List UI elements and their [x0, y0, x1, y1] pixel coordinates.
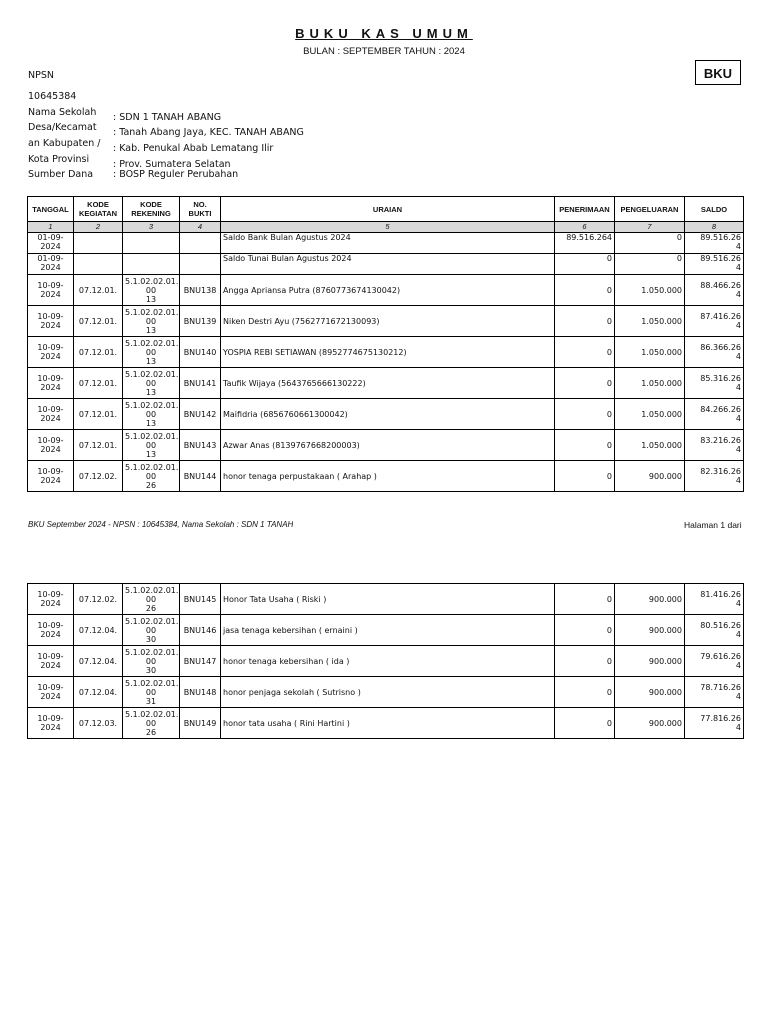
col-number: 3 — [123, 222, 180, 233]
col-number: 8 — [685, 222, 744, 233]
document-subtitle: BULAN : SEPTEMBER TAHUN : 2024 — [303, 46, 465, 57]
cell-kode-rekening: 5.1.02.02.01. 00 13 — [123, 430, 180, 461]
cell-uraian: honor penjaga sekolah ( Sutrisno ) — [221, 677, 555, 708]
cell-no-bukti: BNU138 — [180, 275, 221, 306]
col-number: 7 — [615, 222, 685, 233]
table-row — [28, 430, 744, 461]
cell-kode-kegiatan: 07.12.01. — [74, 430, 123, 461]
cell-tanggal: 10-09-2024 — [28, 275, 74, 306]
cell-uraian: Saldo Bank Bulan Agustus 2024 — [221, 233, 555, 254]
cell-pengeluaran: 1.050.000 — [615, 368, 685, 399]
cell-kode-rekening: 5.1.02.02.01. 00 13 — [123, 368, 180, 399]
cell-saldo: 84.266.26 4 — [685, 399, 744, 430]
cell-no-bukti: BNU148 — [180, 677, 221, 708]
col-number: 6 — [555, 222, 615, 233]
table-row — [28, 306, 744, 337]
cell-saldo: 85.316.26 4 — [685, 368, 744, 399]
sumber-dana-value: : BOSP Reguler Perubahan — [113, 169, 239, 180]
cell-no-bukti: BNU144 — [180, 461, 221, 492]
table-row — [28, 461, 744, 492]
cell-kode-kegiatan: 07.12.01. — [74, 275, 123, 306]
cell-kode-rekening: 5.1.02.02.01. 00 13 — [123, 275, 180, 306]
table-row — [28, 368, 744, 399]
cell-kode-rekening: 5.1.02.02.01. 00 30 — [123, 646, 180, 677]
cell-tanggal: 10-09-2024 — [28, 430, 74, 461]
kota-label: Kota Provinsi — [28, 154, 90, 165]
header-uraian: URAIAN — [221, 197, 555, 222]
column-number-row — [28, 222, 744, 233]
table-row — [28, 677, 744, 708]
cell-penerimaan: 89.516.264 — [555, 233, 615, 254]
cell-kode-rekening: 5.1.02.02.01. 00 13 — [123, 306, 180, 337]
cell-penerimaan: 0 — [555, 584, 615, 615]
cell-uraian: honor tenaga perpustakaan ( Arahap ) — [221, 461, 555, 492]
kabupaten-value: : Kab. Penukal Abab Lematang Ilir — [113, 143, 274, 154]
cell-saldo: 79.616.26 4 — [685, 646, 744, 677]
cell-penerimaan: 0 — [555, 615, 615, 646]
cell-penerimaan: 0 — [555, 430, 615, 461]
col-number: 2 — [74, 222, 123, 233]
cell-no-bukti: BNU141 — [180, 368, 221, 399]
table-row — [28, 254, 744, 275]
cell-pengeluaran: 900.000 — [615, 584, 685, 615]
npsn-value: 10645384 — [28, 91, 77, 102]
cell-penerimaan: 0 — [555, 399, 615, 430]
cell-kode-kegiatan: 07.12.01. — [74, 368, 123, 399]
cell-uraian: Angga Apriansa Putra (8760773674130042) — [221, 275, 555, 306]
bku-badge: BKU — [695, 60, 741, 85]
cell-saldo: 82.316.26 4 — [685, 461, 744, 492]
cell-tanggal: 10-09-2024 — [28, 584, 74, 615]
cell-kode-kegiatan: 07.12.03. — [74, 708, 123, 739]
cell-pengeluaran: 900.000 — [615, 461, 685, 492]
cell-kode-rekening: 5.1.02.02.01. 00 26 — [123, 708, 180, 739]
cell-kode-rekening: 5.1.02.02.01. 00 26 — [123, 584, 180, 615]
header-pengeluaran: PENGELUARAN — [615, 197, 685, 222]
cell-kode-kegiatan: 07.12.04. — [74, 646, 123, 677]
table-row — [28, 646, 744, 677]
bku-table-page1 — [27, 196, 744, 492]
table-row — [28, 275, 744, 306]
cell-pengeluaran: 1.050.000 — [615, 430, 685, 461]
kota-value: : Prov. Sumatera Selatan — [113, 159, 231, 170]
col-number: 5 — [221, 222, 555, 233]
cell-penerimaan: 0 — [555, 461, 615, 492]
cell-no-bukti: BNU140 — [180, 337, 221, 368]
cell-kode-kegiatan: 07.12.01. — [74, 399, 123, 430]
cell-pengeluaran: 1.050.000 — [615, 306, 685, 337]
table-row — [28, 399, 744, 430]
col-number: 1 — [28, 222, 74, 233]
table-row — [28, 708, 744, 739]
cell-pengeluaran: 0 — [615, 254, 685, 275]
bku-table-page2 — [27, 583, 744, 739]
table-row — [28, 584, 744, 615]
table-row — [28, 337, 744, 368]
cell-penerimaan: 0 — [555, 646, 615, 677]
cell-kode-rekening: 5.1.02.02.01. 00 26 — [123, 461, 180, 492]
cell-saldo: 78.716.26 4 — [685, 677, 744, 708]
sumber-dana-label: Sumber Dana — [28, 169, 94, 180]
cell-tanggal: 10-09-2024 — [28, 461, 74, 492]
kabupaten-label: an Kabupaten / — [28, 138, 101, 149]
col-number: 4 — [180, 222, 221, 233]
cell-saldo: 88.466.26 4 — [685, 275, 744, 306]
cell-penerimaan: 0 — [555, 708, 615, 739]
cell-pengeluaran: 900.000 — [615, 646, 685, 677]
cell-saldo: 80.516.26 4 — [685, 615, 744, 646]
cell-tanggal: 10-09-2024 — [28, 337, 74, 368]
cell-no-bukti — [180, 233, 221, 254]
cell-tanggal: 01-09-2024 — [28, 233, 74, 254]
cell-penerimaan: 0 — [555, 275, 615, 306]
header-no-bukti: NO. BUKTI — [180, 197, 221, 222]
document-title: BUKU KAS UMUM — [295, 26, 473, 41]
cell-kode-rekening: 5.1.02.02.01. 00 13 — [123, 399, 180, 430]
cell-kode-kegiatan — [74, 233, 123, 254]
header-kode-kegiatan: KODE KEGIATAN — [74, 197, 123, 222]
cell-saldo: 83.216.26 4 — [685, 430, 744, 461]
cell-pengeluaran: 1.050.000 — [615, 275, 685, 306]
cell-pengeluaran: 900.000 — [615, 708, 685, 739]
cell-tanggal: 10-09-2024 — [28, 399, 74, 430]
cell-penerimaan: 0 — [555, 368, 615, 399]
cell-penerimaan: 0 — [555, 254, 615, 275]
cell-kode-kegiatan: 07.12.02. — [74, 584, 123, 615]
cell-kode-kegiatan: 07.12.01. — [74, 306, 123, 337]
cell-penerimaan: 0 — [555, 306, 615, 337]
cell-saldo: 87.416.26 4 — [685, 306, 744, 337]
cell-saldo: 86.366.26 4 — [685, 337, 744, 368]
cell-saldo: 89.516.26 4 — [685, 233, 744, 254]
cell-kode-kegiatan: 07.12.01. — [74, 337, 123, 368]
cell-kode-rekening: 5.1.02.02.01. 00 13 — [123, 337, 180, 368]
nama-sekolah-label: Nama Sekolah — [28, 107, 97, 118]
cell-no-bukti — [180, 254, 221, 275]
cell-kode-rekening — [123, 233, 180, 254]
header-penerimaan: PENERIMAAN — [555, 197, 615, 222]
desa-value: : Tanah Abang Jaya, KEC. TANAH ABANG — [113, 127, 304, 138]
header-saldo: SALDO — [685, 197, 744, 222]
cell-uraian: Saldo Tunai Bulan Agustus 2024 — [221, 254, 555, 275]
cell-uraian: Taufik Wijaya (5643765666130222) — [221, 368, 555, 399]
cell-no-bukti: BNU143 — [180, 430, 221, 461]
cell-no-bukti: BNU147 — [180, 646, 221, 677]
cell-pengeluaran: 900.000 — [615, 677, 685, 708]
desa-label: Desa/Kecamat — [28, 122, 97, 133]
footer-document-info: BKU September 2024 - NPSN : 10645384, Nama Sekolah : SDN 1 TANAH — [28, 520, 294, 529]
cell-uraian: jasa tenaga kebersihan ( ernaini ) — [221, 615, 555, 646]
cell-pengeluaran: 900.000 — [615, 615, 685, 646]
header-tanggal: TANGGAL — [28, 197, 74, 222]
cell-pengeluaran: 1.050.000 — [615, 337, 685, 368]
cell-tanggal: 10-09-2024 — [28, 306, 74, 337]
cell-uraian: honor tata usaha ( Rini Hartini ) — [221, 708, 555, 739]
cell-pengeluaran: 1.050.000 — [615, 399, 685, 430]
cell-no-bukti: BNU149 — [180, 708, 221, 739]
table-row — [28, 233, 744, 254]
cell-penerimaan: 0 — [555, 677, 615, 708]
cell-kode-rekening: 5.1.02.02.01. 00 30 — [123, 615, 180, 646]
cell-saldo: 81.416.26 4 — [685, 584, 744, 615]
cell-uraian: Niken Destri Ayu (7562771672130093) — [221, 306, 555, 337]
cell-saldo: 77.816.26 4 — [685, 708, 744, 739]
cell-pengeluaran: 0 — [615, 233, 685, 254]
cell-kode-kegiatan: 07.12.04. — [74, 677, 123, 708]
cell-tanggal: 10-09-2024 — [28, 368, 74, 399]
cell-penerimaan: 0 — [555, 337, 615, 368]
npsn-label: NPSN — [28, 70, 54, 81]
cell-no-bukti: BNU139 — [180, 306, 221, 337]
cell-tanggal: 10-09-2024 — [28, 646, 74, 677]
cell-uraian: honor tenaga kebersihan ( ida ) — [221, 646, 555, 677]
table-row — [28, 615, 744, 646]
cell-tanggal: 10-09-2024 — [28, 615, 74, 646]
cell-kode-rekening: 5.1.02.02.01. 00 31 — [123, 677, 180, 708]
header-kode-rekening: KODE REKENING — [123, 197, 180, 222]
cell-no-bukti: BNU142 — [180, 399, 221, 430]
cell-tanggal: 10-09-2024 — [28, 677, 74, 708]
cell-uraian: Maifidria (6856760661300042) — [221, 399, 555, 430]
footer-page-number: Halaman 1 dari — [684, 520, 742, 530]
cell-saldo: 89.516.26 4 — [685, 254, 744, 275]
nama-sekolah-value: : SDN 1 TANAH ABANG — [113, 112, 222, 123]
cell-kode-kegiatan — [74, 254, 123, 275]
cell-tanggal: 10-09-2024 — [28, 708, 74, 739]
cell-kode-rekening — [123, 254, 180, 275]
cell-uraian: YOSPIA REBI SETIAWAN (8952774675130212) — [221, 337, 555, 368]
cell-uraian: Honor Tata Usaha ( Riski ) — [221, 584, 555, 615]
cell-tanggal: 01-09-2024 — [28, 254, 74, 275]
cell-no-bukti: BNU145 — [180, 584, 221, 615]
cell-kode-kegiatan: 07.12.04. — [74, 615, 123, 646]
cell-kode-kegiatan: 07.12.02. — [74, 461, 123, 492]
cell-uraian: Azwar Anas (8139767668200003) — [221, 430, 555, 461]
cell-no-bukti: BNU146 — [180, 615, 221, 646]
